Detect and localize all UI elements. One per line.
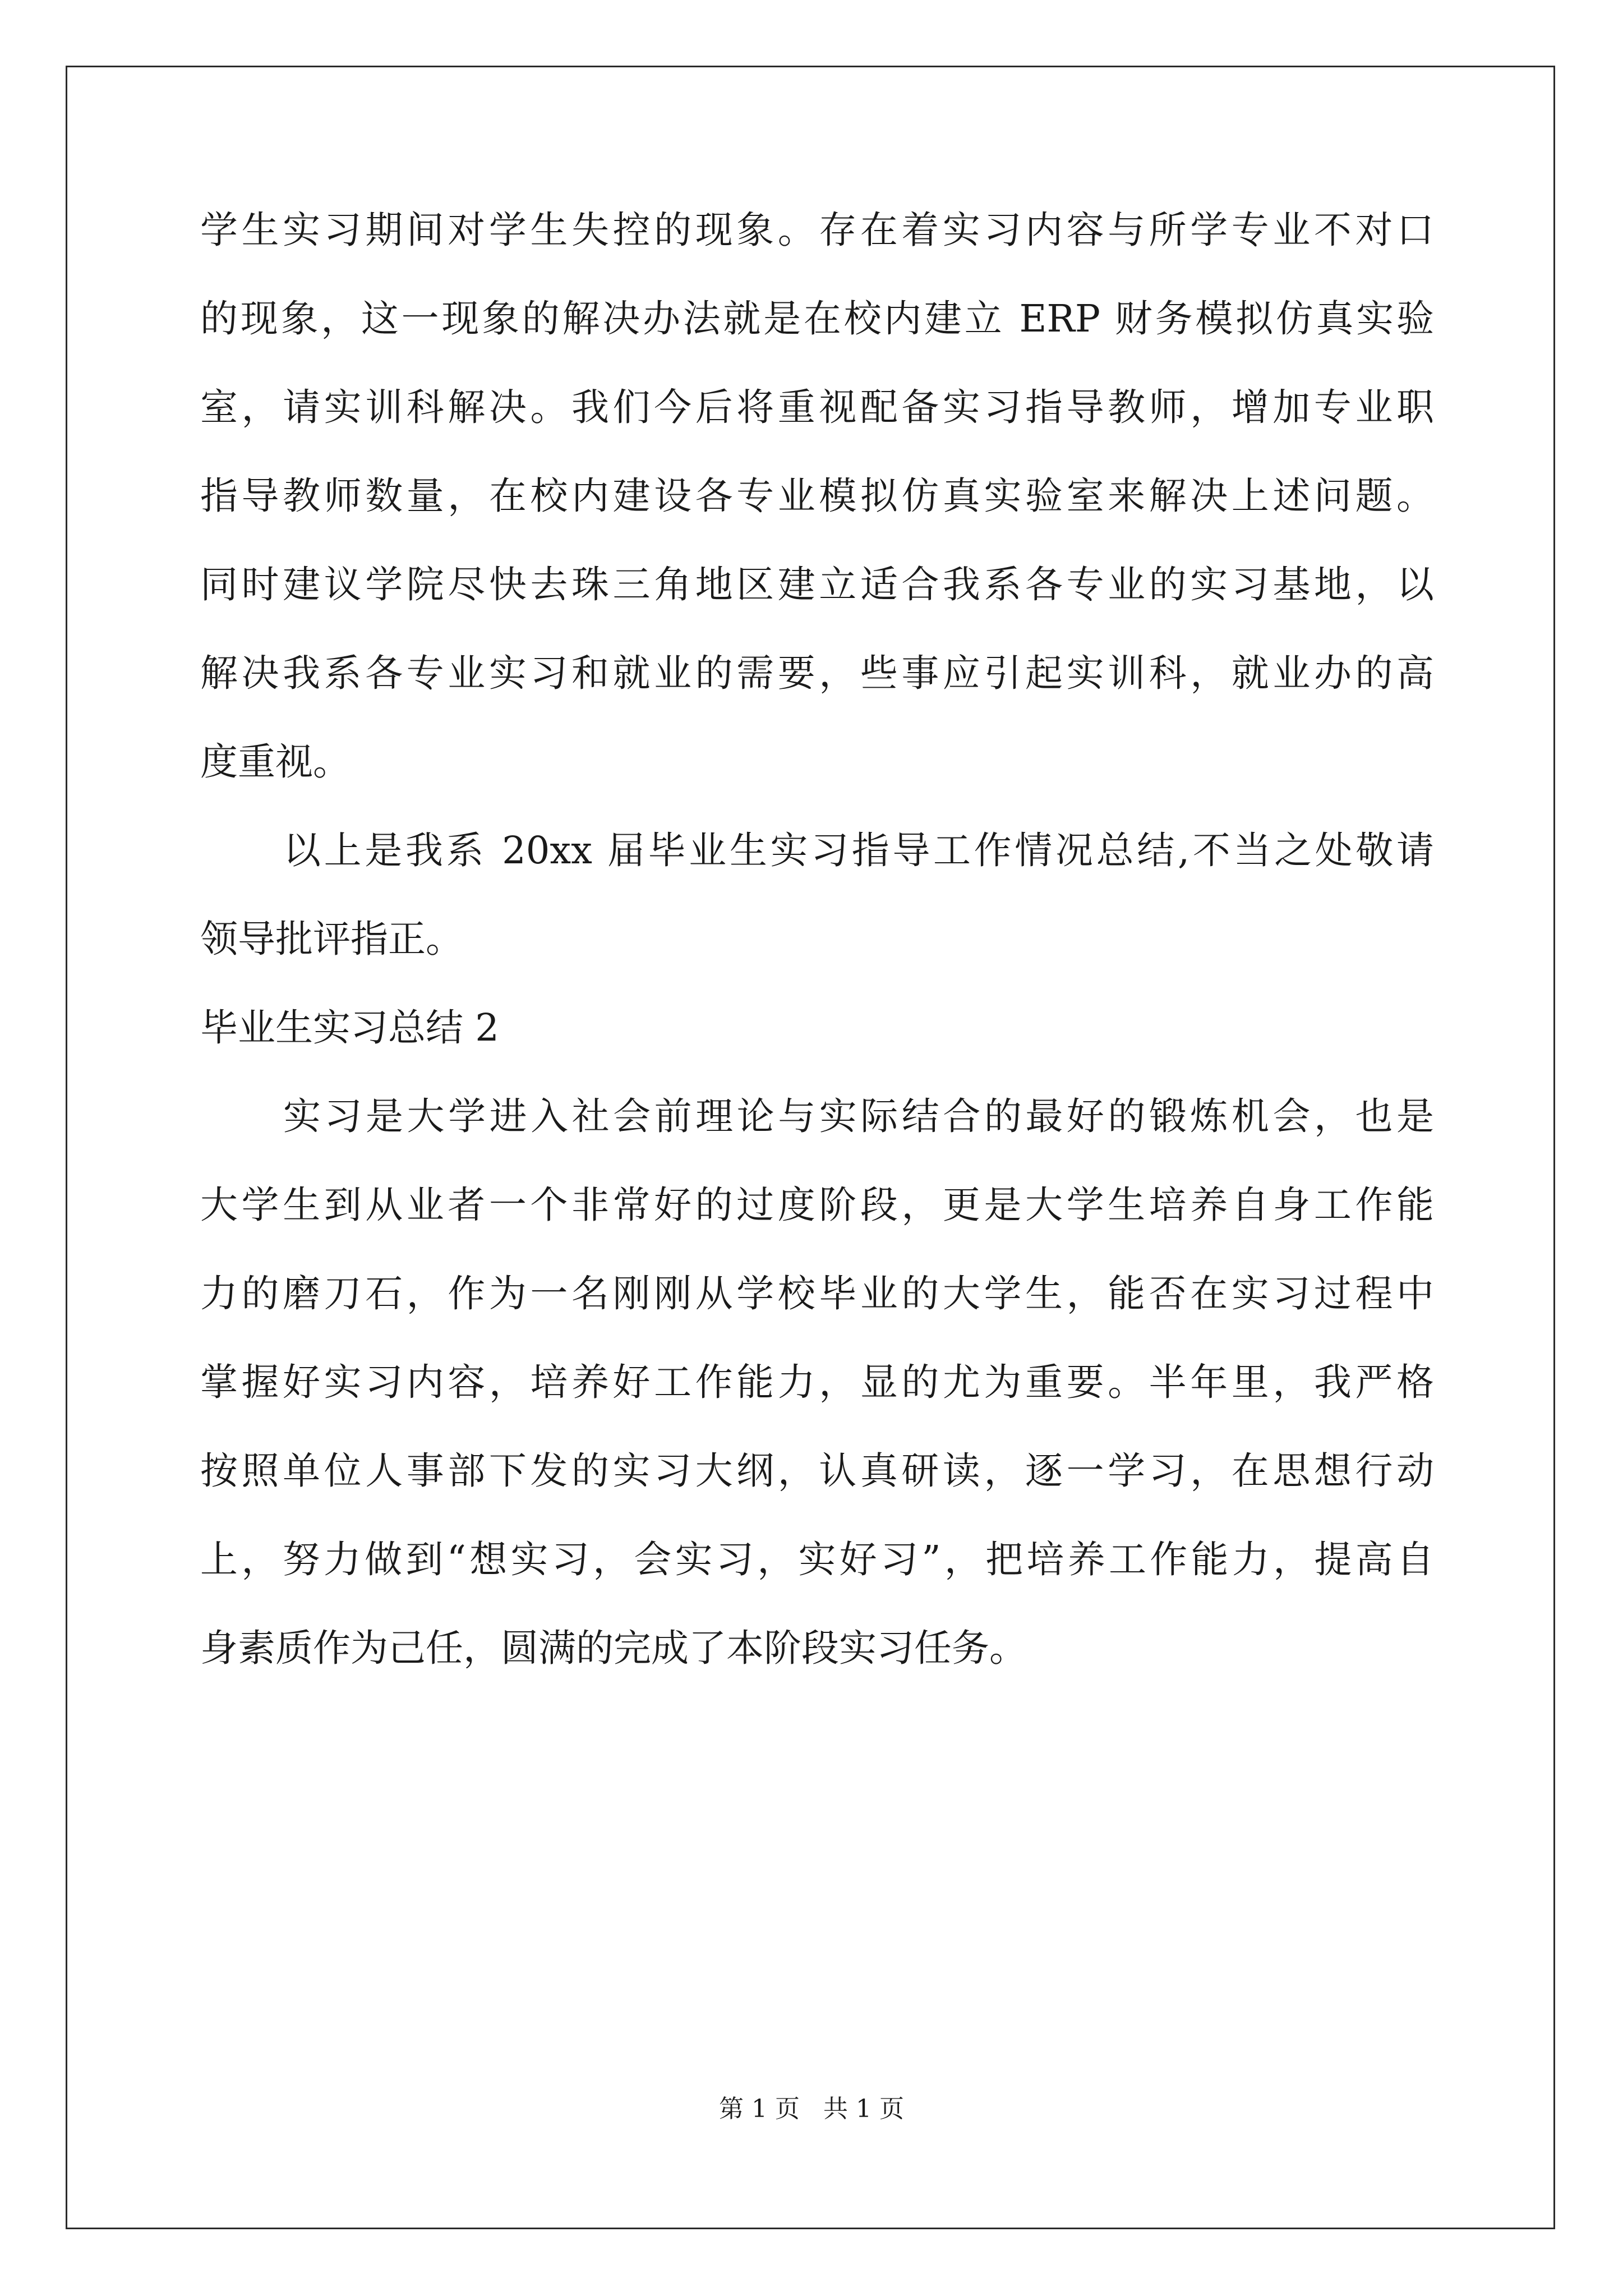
paragraph-line: 身素质作为己任，圆满的完成了本阶段实习任务。	[200, 1626, 1027, 1670]
paragraph-line: 的现象，这一现象的解决办法就是在校内建立 ERP 财务模拟仿真实验	[200, 297, 1434, 341]
page-total: 共 1 页	[823, 2095, 904, 2123]
paragraph-line: 力的磨刀石，作为一名刚刚从学校毕业的大学生，能否在实习过程中	[200, 1272, 1434, 1315]
paragraph-line: 同时建议学院尽快去珠三角地区建立适合我系各专业的实习基地，以	[200, 563, 1434, 606]
paragraph-line: 解决我系各专业实习和就业的需要，些事应引起实训科，就业办的高	[200, 651, 1434, 695]
paragraph-line: 按照单位人事部下发的实习大纲，认真研读，逐一学习，在思想行动	[200, 1449, 1434, 1493]
page-number: 第 1 页	[719, 2095, 800, 2123]
paragraph-line: 领导批评指正。	[200, 917, 463, 961]
paragraph-line: 实习是大学进入社会前理论与实际结合的最好的锻炼机会，也是	[283, 1094, 1434, 1138]
paragraph-line: 指导教师数量，在校内建设各专业模拟仿真实验室来解决上述问题。	[200, 474, 1434, 518]
paragraph-line: 大学生到从业者一个非常好的过度阶段，更是大学生培养自身工作能	[200, 1183, 1434, 1227]
paragraph-line: 学生实习期间对学生失控的现象。存在着实习内容与所学专业不对口	[200, 208, 1434, 252]
paragraph-line: 上，努力做到“想实习，会实习，实好习”，把培养工作能力，提高自	[200, 1538, 1434, 1581]
section-heading: 毕业生实习总结 2	[200, 1006, 499, 1050]
page-footer	[0, 2092, 1623, 2126]
paragraph-line: 室，请实训科解决。我们今后将重视配备实习指导教师，增加专业职	[200, 385, 1434, 429]
paragraph-line: 度重视。	[200, 740, 351, 784]
paragraph-line: 以上是我系 20xx 届毕业生实习指导工作情况总结,不当之处敬请	[283, 829, 1434, 872]
paragraph-line: 掌握好实习内容，培养好工作能力，显的尤为重要。半年里，我严格	[200, 1360, 1434, 1404]
